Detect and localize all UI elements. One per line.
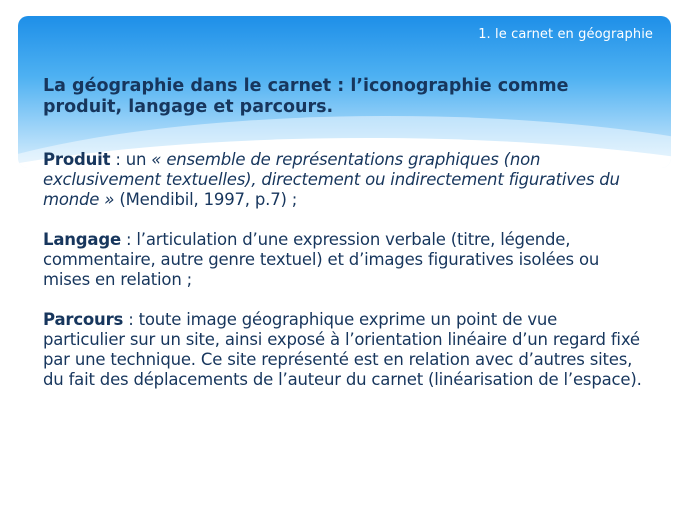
parcours-definition: : toute image géographique exprime un point de vue particulier sur un site, ainsi exposé à l’orientation linéaire d’un regard fixé par une technique. Ce site représenté est en relation avec d’autres sites, du fait des déplacements de l’auteur du carnet (linéarisation de l’espace). bbox=[43, 310, 642, 389]
produit-separator: : un bbox=[110, 150, 152, 169]
produit-citation: (Mendibil, 1997, p.7) ; bbox=[114, 190, 298, 209]
langage-definition: : l’articulation d’une expression verbale (titre, légende, commentaire, autre genre textuel) et d’images figuratives isolées ou mises en relation ; bbox=[43, 230, 600, 289]
produit-quote: « ensemble de représentations graphiques (non exclusivement textuelles), directement ou indirectement figuratives du monde » bbox=[43, 150, 620, 209]
paragraph-produit bbox=[43, 150, 643, 210]
paragraph-langage bbox=[43, 230, 643, 290]
paragraph-parcours bbox=[43, 310, 643, 390]
slide-body bbox=[43, 150, 643, 410]
slide-title: La géographie dans le carnet : l’iconographie comme produit, langage et parcours. bbox=[43, 76, 569, 117]
term-langage: Langage bbox=[43, 230, 121, 249]
term-produit: Produit bbox=[43, 150, 111, 169]
section-label: 1. le carnet en géographie bbox=[478, 27, 653, 42]
term-parcours: Parcours bbox=[43, 310, 124, 329]
